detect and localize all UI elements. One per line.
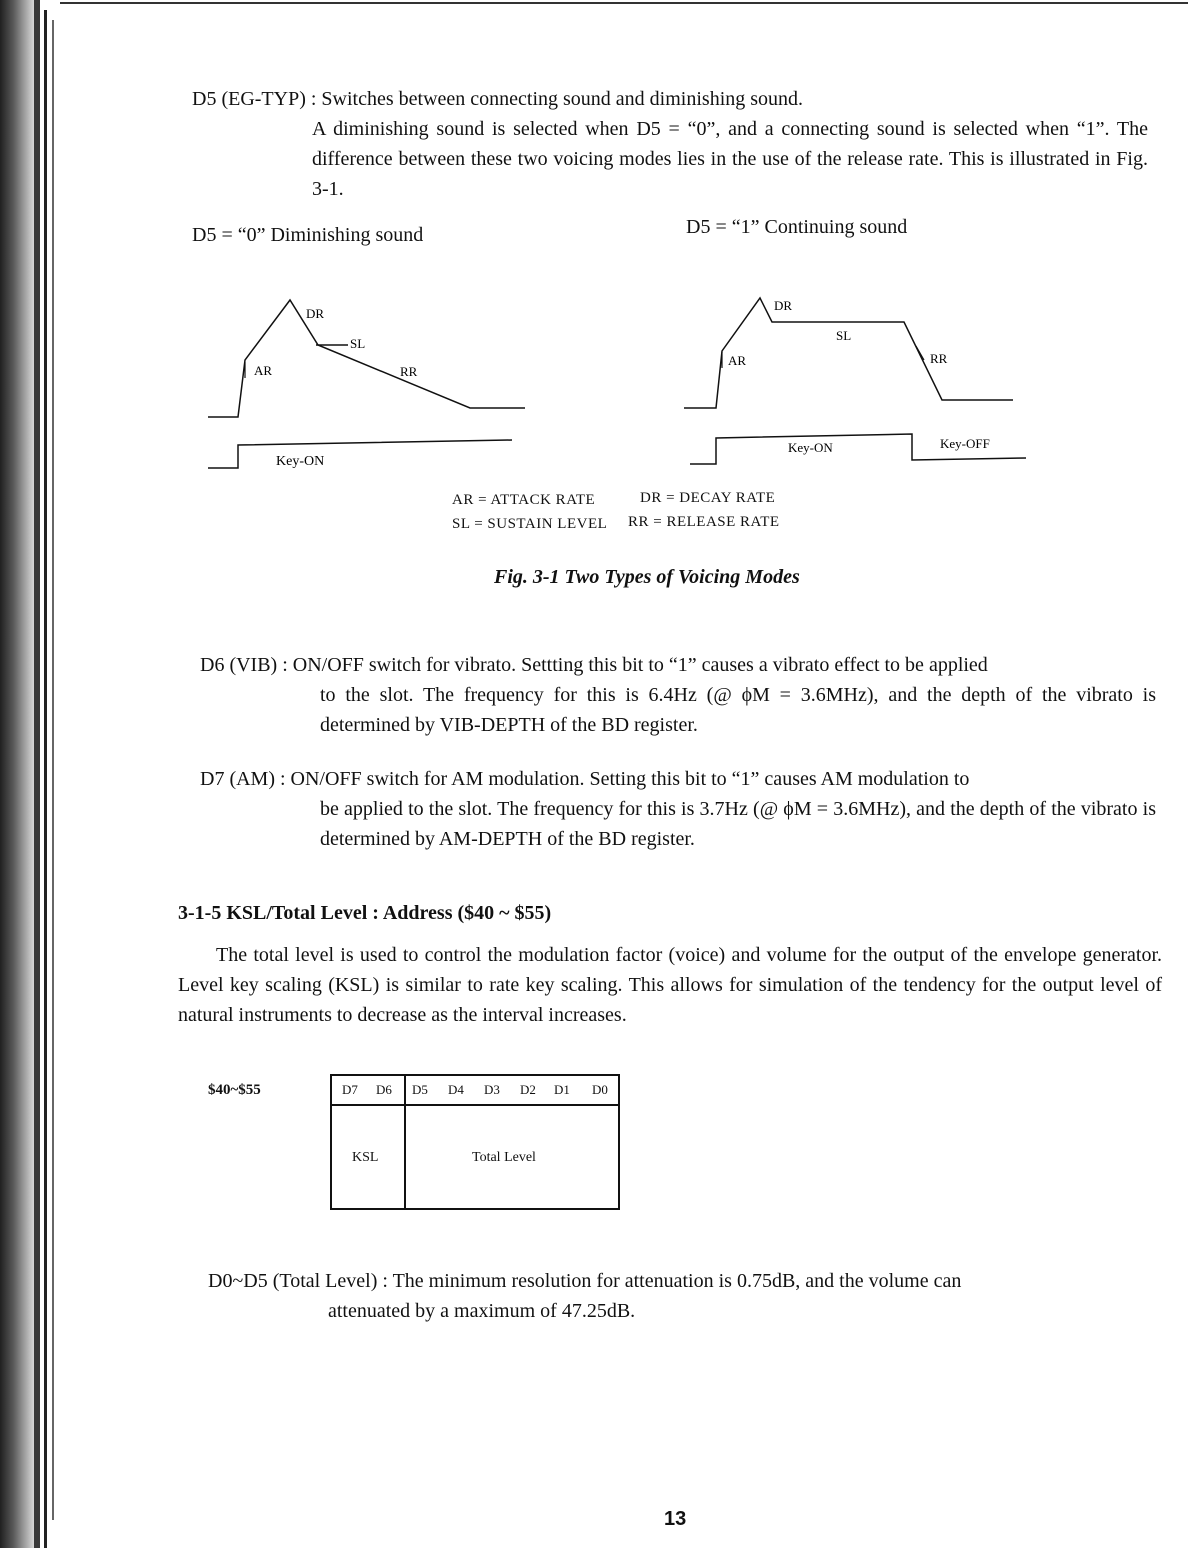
legend-sl: SL = SUSTAIN LEVEL	[452, 516, 608, 532]
d5-body: A diminishing sound is selected when D5 = “0”, and a connecting sound is selected when “1”. The difference between these two voicing modes lies in the use of the release rate. This is illustrated in Fig. 3-1.	[312, 118, 1148, 200]
legend-ar: AR = ATTACK RATE	[452, 492, 596, 508]
total-level-field: Total Level	[472, 1150, 536, 1165]
legend-dr: DR = DECAY RATE	[640, 490, 776, 506]
bit-d0: D0	[592, 1082, 608, 1097]
d0-d5-term: D0~D5 (Total Level) :	[208, 1270, 388, 1292]
d0-d5-description	[208, 1266, 1168, 1296]
bit-d7: D7	[342, 1082, 358, 1097]
dr-label: DR	[774, 298, 793, 313]
d0-d5-body: attenuated by a maximum of 47.25dB.	[328, 1300, 636, 1322]
scan-top-edge	[60, 2, 1188, 4]
figure-left-title: D5 = “0” Diminishing sound	[192, 224, 424, 246]
d0-d5-first-line: The minimum resolution for attenuation is 0.75dB, and the volume can	[392, 1270, 962, 1292]
continuing-envelope-diagram	[680, 286, 1030, 476]
key-on-signal	[208, 440, 512, 468]
register-address: $40~$55	[208, 1082, 261, 1098]
d6-body: to the slot. The frequency for this is 6.4Hz (@ ϕM = 3.6MHz), and the depth of the vibrato is determined by VIB-DEPTH of the BD register.	[320, 684, 1156, 736]
d7-body: be applied to the slot. The frequency for this is 3.7Hz (@ ϕM = 3.6MHz), and the depth of the vibrato is determined by AM-DEPTH of the BD register.	[320, 798, 1156, 850]
figure-caption: Fig. 3-1 Two Types of Voicing Modes	[494, 566, 800, 588]
figure-right-title: D5 = “1” Continuing sound	[686, 216, 908, 238]
scan-binding-edge	[44, 10, 47, 1548]
ar-label: AR	[254, 363, 273, 378]
bit-d3: D3	[484, 1082, 500, 1097]
d5-description	[192, 84, 1152, 114]
scan-binding-edge	[52, 20, 54, 1520]
d7-first-line: ON/OFF switch for AM modulation. Setting this bit to “1” causes AM modulation to	[290, 768, 970, 790]
key-on-label: Key-ON	[788, 440, 833, 455]
d7-term: D7 (AM) :	[200, 768, 286, 790]
page-number: 13	[664, 1508, 687, 1530]
diminishing-envelope-diagram	[200, 290, 540, 480]
bit-d5: D5	[412, 1082, 428, 1097]
sl-label: SL	[836, 328, 852, 343]
dr-label: DR	[306, 306, 325, 321]
bit-d2: D2	[520, 1082, 536, 1097]
bit-d4: D4	[448, 1082, 464, 1097]
bit-d1: D1	[554, 1082, 570, 1097]
key-on-label: Key-ON	[276, 454, 325, 469]
release-tick	[916, 346, 924, 360]
d6-first-line: ON/OFF switch for vibrato. Settting this bit to “1” causes a vibrato effect to be applied	[292, 654, 988, 676]
ksl-divider	[404, 1076, 406, 1208]
scan-binding-edge	[34, 0, 40, 1548]
d5-first-line: : Switches between connecting sound and diminishing sound.	[310, 88, 804, 110]
key-off-label: Key-OFF	[940, 436, 990, 451]
bit-d6: D6	[376, 1082, 392, 1097]
d5-term: D5 (EG-TYP)	[192, 88, 306, 110]
rr-label: RR	[930, 351, 948, 366]
section-heading: 3-1-5 KSL/Total Level : Address ($40 ~ $55)	[178, 902, 552, 924]
ksl-field: KSL	[352, 1150, 379, 1165]
section-body: The total level is used to control the modulation factor (voice) and volume for the output of the envelope generator. Level key scaling (KSL) is similar to rate key scaling. This allows for simulation of the tendency for the output level of natural instruments to decrease as the interval increases.	[178, 944, 1162, 1026]
register-bit-table	[330, 1074, 620, 1210]
legend-rr: RR = RELEASE RATE	[628, 514, 780, 530]
envelope-curve	[208, 300, 525, 417]
ar-label: AR	[728, 353, 747, 368]
sl-label: SL	[350, 336, 366, 351]
d6-description	[200, 650, 1160, 680]
scan-binding-edge	[0, 0, 34, 1548]
d6-term: D6 (VIB) :	[200, 654, 288, 676]
bit-header-row	[332, 1076, 618, 1106]
rr-label: RR	[400, 364, 418, 379]
d7-description	[200, 764, 1160, 794]
